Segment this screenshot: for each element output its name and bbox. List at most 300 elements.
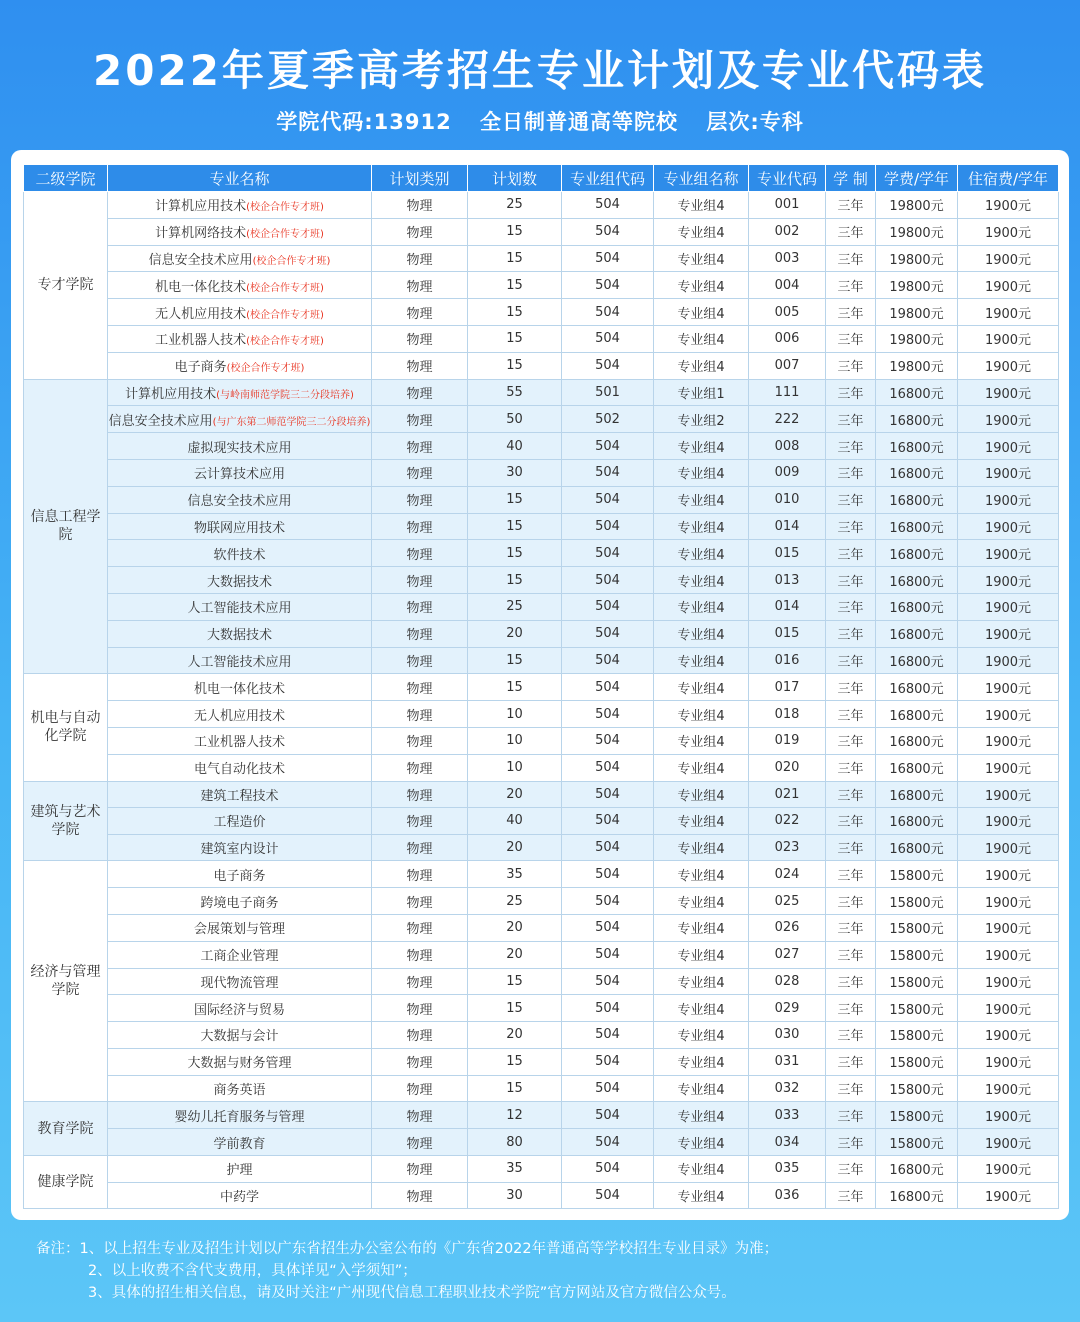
plan-count-cell: 15 (468, 299, 562, 326)
dorm-fee-cell: 1900元 (958, 647, 1059, 674)
enrollment-table (23, 164, 1059, 1209)
plan-category-cell: 物理 (372, 352, 468, 379)
group-code-cell: 501 (562, 379, 654, 406)
group-code-cell: 504 (562, 834, 654, 861)
column-header: 计划数 (468, 165, 562, 192)
plan-category-cell: 物理 (372, 1129, 468, 1156)
duration-cell: 三年 (826, 433, 876, 460)
plan-count-cell: 20 (468, 941, 562, 968)
major-name-cell (108, 433, 372, 460)
duration-cell: 三年 (826, 1048, 876, 1075)
major-name-cell (108, 540, 372, 567)
dorm-fee-cell: 1900元 (958, 433, 1059, 460)
tuition-cell: 16800元 (876, 781, 958, 808)
major-name-cell (108, 754, 372, 781)
table-row (24, 674, 1059, 701)
group-name-cell: 专业组4 (654, 1129, 749, 1156)
column-header: 二级学院 (24, 165, 108, 192)
major-name: 信息安全技术应用 (108, 413, 213, 429)
group-name-cell: 专业组4 (654, 1182, 749, 1209)
group-name-cell: 专业组4 (654, 781, 749, 808)
tuition-cell: 15800元 (876, 914, 958, 941)
major-code-cell: 004 (749, 272, 826, 299)
column-header: 专业组代码 (562, 165, 654, 192)
tuition-cell: 15800元 (876, 888, 958, 915)
dorm-fee-cell: 1900元 (958, 593, 1059, 620)
plan-category-cell: 物理 (372, 808, 468, 835)
group-code-cell: 504 (562, 1156, 654, 1183)
plan-category-cell: 物理 (372, 781, 468, 808)
major-name-cell (108, 192, 372, 219)
major-name: 人工智能技术应用 (187, 654, 292, 670)
major-note: (校企合作专才班) (246, 282, 324, 294)
plan-count-cell: 20 (468, 1022, 562, 1049)
column-header: 专业代码 (749, 165, 826, 192)
tuition-cell: 19800元 (876, 192, 958, 219)
major-note: (校企合作专才班) (246, 202, 324, 214)
table-row (24, 567, 1059, 594)
tuition-cell: 15800元 (876, 1075, 958, 1102)
major-name-cell (108, 701, 372, 728)
duration-cell: 三年 (826, 272, 876, 299)
table-row (24, 459, 1059, 486)
dorm-fee-cell: 1900元 (958, 941, 1059, 968)
dorm-fee-cell: 1900元 (958, 808, 1059, 835)
dorm-fee-cell: 1900元 (958, 192, 1059, 219)
major-name: 学前教育 (213, 1136, 266, 1152)
major-name: 会展策划与管理 (193, 922, 285, 938)
dorm-fee-cell: 1900元 (958, 861, 1059, 888)
plan-category-cell: 物理 (372, 647, 468, 674)
group-code-cell: 504 (562, 968, 654, 995)
tuition-cell: 16800元 (876, 540, 958, 567)
group-code-cell: 504 (562, 1048, 654, 1075)
plan-count-cell: 12 (468, 1102, 562, 1129)
column-header: 学 制 (826, 165, 876, 192)
table-row (24, 781, 1059, 808)
plan-category-cell: 物理 (372, 968, 468, 995)
major-name-cell (108, 1182, 372, 1209)
major-name: 工业机器人技术 (155, 333, 247, 349)
table-row (24, 1075, 1059, 1102)
table-header-row (24, 165, 1059, 192)
plan-category-cell: 物理 (372, 1102, 468, 1129)
dorm-fee-cell: 1900元 (958, 299, 1059, 326)
table-row (24, 218, 1059, 245)
plan-count-cell: 40 (468, 433, 562, 460)
department-cell: 健康学院 (24, 1156, 108, 1209)
table-row (24, 272, 1059, 299)
group-name-cell: 专业组4 (654, 914, 749, 941)
plan-category-cell: 物理 (372, 513, 468, 540)
tuition-cell: 16800元 (876, 727, 958, 754)
duration-cell: 三年 (826, 861, 876, 888)
dorm-fee-cell: 1900元 (958, 459, 1059, 486)
major-code-cell: 008 (749, 433, 826, 460)
dorm-fee-cell: 1900元 (958, 995, 1059, 1022)
group-name-cell: 专业组4 (654, 727, 749, 754)
table-row (24, 1182, 1059, 1209)
major-name-cell (108, 1048, 372, 1075)
major-code-cell: 027 (749, 941, 826, 968)
major-code-cell: 025 (749, 888, 826, 915)
column-header: 计划类别 (372, 165, 468, 192)
group-code-cell: 504 (562, 486, 654, 513)
column-header: 住宿费/学年 (958, 165, 1059, 192)
group-name-cell: 专业组4 (654, 674, 749, 701)
tuition-cell: 19800元 (876, 325, 958, 352)
table-row (24, 620, 1059, 647)
major-code-cell: 029 (749, 995, 826, 1022)
footnote-2: 2、以上收费不含代支费用，具体详见“入学须知”； (88, 1263, 417, 1279)
duration-cell: 三年 (826, 834, 876, 861)
dorm-fee-cell: 1900元 (958, 406, 1059, 433)
plan-category-cell: 物理 (372, 272, 468, 299)
group-name-cell: 专业组4 (654, 192, 749, 219)
dorm-fee-cell: 1900元 (958, 727, 1059, 754)
group-code-cell: 504 (562, 192, 654, 219)
group-code-cell: 504 (562, 272, 654, 299)
major-code-cell: 013 (749, 567, 826, 594)
group-name-cell: 专业组4 (654, 888, 749, 915)
tuition-cell: 15800元 (876, 1129, 958, 1156)
major-code-cell: 002 (749, 218, 826, 245)
plan-count-cell: 80 (468, 1129, 562, 1156)
plan-category-cell: 物理 (372, 941, 468, 968)
duration-cell: 三年 (826, 674, 876, 701)
major-note: (校企合作专才班) (246, 229, 324, 241)
plan-count-cell: 15 (468, 540, 562, 567)
tuition-cell: 16800元 (876, 459, 958, 486)
plan-category-cell: 物理 (372, 218, 468, 245)
group-name-cell: 专业组4 (654, 325, 749, 352)
plan-count-cell: 20 (468, 781, 562, 808)
group-name-cell: 专业组1 (654, 379, 749, 406)
major-name-cell (108, 620, 372, 647)
duration-cell: 三年 (826, 379, 876, 406)
dorm-fee-cell: 1900元 (958, 834, 1059, 861)
college-type: 全日制普通高等院校 (480, 110, 679, 134)
major-name-cell (108, 379, 372, 406)
tuition-cell: 19800元 (876, 218, 958, 245)
major-name-cell (108, 513, 372, 540)
plan-count-cell: 15 (468, 272, 562, 299)
group-name-cell: 专业组4 (654, 299, 749, 326)
plan-count-cell: 35 (468, 861, 562, 888)
college-code: 学院代码:13912 (276, 110, 452, 134)
plan-count-cell: 30 (468, 459, 562, 486)
major-name: 电子商务 (213, 868, 266, 884)
major-code-cell: 028 (749, 968, 826, 995)
group-code-cell: 504 (562, 781, 654, 808)
major-note: (校企合作专才班) (246, 309, 324, 321)
duration-cell: 三年 (826, 192, 876, 219)
tuition-cell: 19800元 (876, 272, 958, 299)
group-code-cell: 504 (562, 567, 654, 594)
footnote-1: 备注：1、以上招生专业及招生计划以广东省招生办公室公布的《广东省2022年普通高等学校招生专业目录》为准； (36, 1241, 779, 1257)
table-row (24, 245, 1059, 272)
group-code-cell: 504 (562, 459, 654, 486)
major-code-cell: 021 (749, 781, 826, 808)
major-name: 大数据与财务管理 (187, 1056, 292, 1072)
group-code-cell: 504 (562, 1129, 654, 1156)
dorm-fee-cell: 1900元 (958, 1075, 1059, 1102)
table-row (24, 914, 1059, 941)
major-code-cell: 024 (749, 861, 826, 888)
duration-cell: 三年 (826, 1129, 876, 1156)
major-name: 国际经济与贸易 (193, 1002, 285, 1018)
dorm-fee-cell: 1900元 (958, 245, 1059, 272)
group-code-cell: 504 (562, 245, 654, 272)
group-name-cell: 专业组4 (654, 861, 749, 888)
group-code-cell: 504 (562, 433, 654, 460)
duration-cell: 三年 (826, 486, 876, 513)
table-row (24, 593, 1059, 620)
duration-cell: 三年 (826, 1182, 876, 1209)
tuition-cell: 15800元 (876, 861, 958, 888)
plan-category-cell: 物理 (372, 433, 468, 460)
dorm-fee-cell: 1900元 (958, 1102, 1059, 1129)
plan-count-cell: 15 (468, 995, 562, 1022)
tuition-cell: 16800元 (876, 379, 958, 406)
page-subtitle (0, 106, 1080, 136)
department-cell: 信息工程学院 (24, 379, 108, 674)
major-code-cell: 005 (749, 299, 826, 326)
tuition-cell: 16800元 (876, 1156, 958, 1183)
group-name-cell: 专业组4 (654, 647, 749, 674)
dorm-fee-cell: 1900元 (958, 1022, 1059, 1049)
group-code-cell: 504 (562, 1182, 654, 1209)
plan-category-cell: 物理 (372, 995, 468, 1022)
major-code-cell: 111 (749, 379, 826, 406)
plan-count-cell: 20 (468, 834, 562, 861)
group-code-cell: 504 (562, 218, 654, 245)
plan-count-cell: 50 (468, 406, 562, 433)
dorm-fee-cell: 1900元 (958, 620, 1059, 647)
major-name: 大数据技术 (206, 574, 272, 590)
major-code-cell: 018 (749, 701, 826, 728)
plan-count-cell: 15 (468, 1048, 562, 1075)
major-code-cell: 014 (749, 593, 826, 620)
group-name-cell: 专业组4 (654, 995, 749, 1022)
plan-count-cell: 20 (468, 914, 562, 941)
group-name-cell: 专业组4 (654, 701, 749, 728)
major-note: (与广东第二师范学院三二分段培养) (212, 416, 371, 428)
dorm-fee-cell: 1900元 (958, 379, 1059, 406)
major-code-cell: 032 (749, 1075, 826, 1102)
duration-cell: 三年 (826, 245, 876, 272)
major-name-cell (108, 834, 372, 861)
table-row (24, 727, 1059, 754)
plan-count-cell: 15 (468, 352, 562, 379)
plan-category-cell: 物理 (372, 192, 468, 219)
group-code-cell: 504 (562, 513, 654, 540)
table-row (24, 1129, 1059, 1156)
college-level: 层次:专科 (706, 110, 804, 134)
plan-count-cell: 35 (468, 1156, 562, 1183)
plan-category-cell: 物理 (372, 674, 468, 701)
plan-count-cell: 15 (468, 218, 562, 245)
plan-category-cell: 物理 (372, 459, 468, 486)
plan-category-cell: 物理 (372, 620, 468, 647)
column-header: 专业名称 (108, 165, 372, 192)
plan-category-cell: 物理 (372, 486, 468, 513)
group-code-cell: 504 (562, 995, 654, 1022)
major-code-cell: 016 (749, 647, 826, 674)
table-row (24, 701, 1059, 728)
dorm-fee-cell: 1900元 (958, 486, 1059, 513)
group-name-cell: 专业组4 (654, 754, 749, 781)
table-row (24, 1048, 1059, 1075)
department-cell: 教育学院 (24, 1102, 108, 1156)
table-row (24, 888, 1059, 915)
duration-cell: 三年 (826, 567, 876, 594)
tuition-cell: 19800元 (876, 245, 958, 272)
major-name: 人工智能技术应用 (187, 601, 292, 617)
tuition-cell: 16800元 (876, 486, 958, 513)
major-name-cell (108, 888, 372, 915)
dorm-fee-cell: 1900元 (958, 272, 1059, 299)
dorm-fee-cell: 1900元 (958, 701, 1059, 728)
plan-category-cell: 物理 (372, 888, 468, 915)
major-code-cell: 033 (749, 1102, 826, 1129)
major-code-cell: 015 (749, 540, 826, 567)
footnotes (36, 1238, 778, 1304)
dorm-fee-cell: 1900元 (958, 781, 1059, 808)
major-name: 无人机应用技术 (155, 306, 247, 322)
major-code-cell: 019 (749, 727, 826, 754)
duration-cell: 三年 (826, 325, 876, 352)
group-code-cell: 504 (562, 808, 654, 835)
plan-category-cell: 物理 (372, 245, 468, 272)
group-name-cell: 专业组2 (654, 406, 749, 433)
major-name-cell (108, 727, 372, 754)
tuition-cell: 16800元 (876, 567, 958, 594)
duration-cell: 三年 (826, 701, 876, 728)
duration-cell: 三年 (826, 406, 876, 433)
dorm-fee-cell: 1900元 (958, 1182, 1059, 1209)
major-name-cell (108, 968, 372, 995)
major-name-cell (108, 674, 372, 701)
major-note: (与岭南师范学院三二分段培养) (216, 389, 354, 401)
major-name: 计算机应用技术 (155, 199, 247, 215)
duration-cell: 三年 (826, 459, 876, 486)
major-name-cell (108, 352, 372, 379)
plan-category-cell: 物理 (372, 567, 468, 594)
major-name: 工商企业管理 (200, 949, 279, 965)
group-code-cell: 504 (562, 647, 654, 674)
dorm-fee-cell: 1900元 (958, 1156, 1059, 1183)
duration-cell: 三年 (826, 593, 876, 620)
major-name: 建筑工程技术 (200, 788, 279, 804)
plan-count-cell: 20 (468, 620, 562, 647)
major-name-cell (108, 245, 372, 272)
major-code-cell: 017 (749, 674, 826, 701)
duration-cell: 三年 (826, 1075, 876, 1102)
tuition-cell: 19800元 (876, 299, 958, 326)
tuition-cell: 16800元 (876, 433, 958, 460)
dorm-fee-cell: 1900元 (958, 674, 1059, 701)
group-name-cell: 专业组4 (654, 1156, 749, 1183)
tuition-cell: 16800元 (876, 647, 958, 674)
department-cell: 专才学院 (24, 192, 108, 380)
tuition-cell: 15800元 (876, 941, 958, 968)
duration-cell: 三年 (826, 727, 876, 754)
page-title: 2022年夏季高考招生专业计划及专业代码表 (93, 46, 987, 95)
plan-count-cell: 10 (468, 727, 562, 754)
plan-count-cell: 15 (468, 245, 562, 272)
group-name-cell: 专业组4 (654, 941, 749, 968)
major-code-cell: 034 (749, 1129, 826, 1156)
major-name: 商务英语 (213, 1083, 266, 1099)
tuition-cell: 16800元 (876, 754, 958, 781)
duration-cell: 三年 (826, 513, 876, 540)
group-code-cell: 504 (562, 914, 654, 941)
table-row (24, 513, 1059, 540)
table-row (24, 433, 1059, 460)
plan-count-cell: 25 (468, 593, 562, 620)
major-name-cell (108, 593, 372, 620)
group-name-cell: 专业组4 (654, 593, 749, 620)
major-name-cell (108, 567, 372, 594)
major-code-cell: 007 (749, 352, 826, 379)
major-name: 婴幼儿托育服务与管理 (174, 1109, 305, 1125)
plan-category-cell: 物理 (372, 1022, 468, 1049)
table-row (24, 192, 1059, 219)
group-code-cell: 504 (562, 888, 654, 915)
dorm-fee-cell: 1900元 (958, 754, 1059, 781)
column-header: 专业组名称 (654, 165, 749, 192)
table-row (24, 299, 1059, 326)
plan-count-cell: 40 (468, 808, 562, 835)
tuition-cell: 16800元 (876, 834, 958, 861)
plan-category-cell: 物理 (372, 299, 468, 326)
group-code-cell: 504 (562, 701, 654, 728)
table-row (24, 995, 1059, 1022)
plan-category-cell: 物理 (372, 701, 468, 728)
major-code-cell: 020 (749, 754, 826, 781)
plan-count-cell: 15 (468, 647, 562, 674)
plan-count-cell: 55 (468, 379, 562, 406)
major-name: 无人机应用技术 (193, 708, 285, 724)
group-code-cell: 504 (562, 352, 654, 379)
major-name: 大数据与会计 (200, 1029, 279, 1045)
major-code-cell: 009 (749, 459, 826, 486)
plan-count-cell: 15 (468, 674, 562, 701)
major-name: 计算机网络技术 (155, 226, 247, 242)
duration-cell: 三年 (826, 352, 876, 379)
major-name-cell (108, 299, 372, 326)
major-code-cell: 001 (749, 192, 826, 219)
tuition-cell: 16800元 (876, 808, 958, 835)
major-name-cell (108, 808, 372, 835)
tuition-cell: 16800元 (876, 513, 958, 540)
duration-cell: 三年 (826, 888, 876, 915)
plan-category-cell: 物理 (372, 593, 468, 620)
table-row (24, 1102, 1059, 1129)
department-cell: 建筑与艺术学院 (24, 781, 108, 861)
major-name: 建筑室内设计 (200, 842, 279, 858)
group-code-cell: 504 (562, 325, 654, 352)
tuition-cell: 19800元 (876, 352, 958, 379)
plan-count-cell: 25 (468, 192, 562, 219)
plan-count-cell: 15 (468, 486, 562, 513)
tuition-cell: 16800元 (876, 593, 958, 620)
major-name: 云计算技术应用 (193, 467, 285, 483)
major-name: 中药学 (219, 1189, 259, 1205)
duration-cell: 三年 (826, 941, 876, 968)
table-row (24, 834, 1059, 861)
